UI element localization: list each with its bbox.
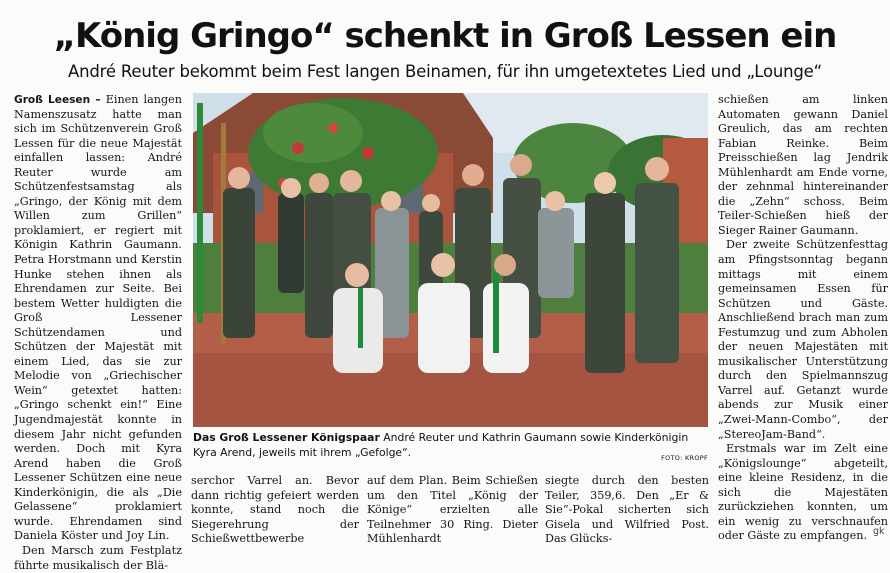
caption-bold: Das Groß Lessener Königspaar (193, 431, 380, 444)
author-initials: gk (873, 526, 885, 537)
paragraph-text: Einen langen Namenszusatz hatte man sich im Schützenverein Groß Lessen für die neue Majestät einfallen lassen: André Reuter wurde am Schützenfestsamstag als „Gringo, der König mit dem Willen zum Grillen“ proklamiert, er regiert mit Königin Kathrin Gaumann. Petra Horstmann und Kerstin Hunke stehen ihnen als Ehrendamen zur Seite. Bei bestem Wetter huldigten die Groß Lessener Schützendamen und Schützen der Majestät mit einem Lied, das sie zur Melodie von „Griechischer Wein“ getextet hatten: „Gringo schenkt ein!“ Eine Jugendmajestät konnte in diesem Jahr nicht gefunden werden. Doch mit Kyra Arend haben die Groß Lessener Schützen eine neue Kinderkönigin, die als „Die Gelassene“ proklamiert wurde. Ehrendamen sind Daniela Köster und Joy Lin. (14, 93, 182, 543)
paragraph: Erstmals war im Zelt eine „Königslounge“ abgeteilt, eine kleine Residenz, in die sich die Majestäten zurückziehen konnten, um ein wenig zu verschnaufen oder Gäste zu empfangen. (718, 442, 888, 543)
paragraph: Den Marsch zum Festplatz führte musikalisch der Blä- (14, 543, 182, 572)
group-photo (193, 93, 708, 427)
text-column-1 (14, 93, 182, 573)
paragraph: siegte durch den besten Teiler, 359,6. Den „Er & Sie“-Pokal sicherten sich Gisela und Wilfried Post. Das Glücks- (545, 474, 709, 546)
subheadline: André Reuter bekommt beim Fest langen Beinamen, für ihn umgetextetes Lied und „Lounge“ (68, 62, 822, 81)
dateline: Groß Leesen – (14, 94, 101, 106)
caption-text: André Reuter und Kathrin Gaumann sowie Kinderkönigin Kyra Arend, jeweils mit ihrem „Gefolge“. (193, 431, 689, 459)
headline: „König Gringo“ schenkt in Groß Lessen ein (53, 16, 837, 56)
paragraph: schießen am linken Automaten gewann Daniel Greulich, das am rechten Fabian Reinke. Beim Preisschießen lag Jendrik Mühlenhardt am Ende vorne, der zehnmal hintereinander die „Zehn“ schoss. Beim Teiler-Schießen hieß der Sieger Rainer Gaumann. (718, 93, 888, 237)
paragraph: Der zweite Schützenfesttag am Pfingstsonntag begann mittags mit einem gemeinsamen Essen für Schützen und Gäste. Anschließend brach man zum Festumzug und zum Abholen der neuen Majestäten mit musikalischer Unterstützung durch den Spielmannszug Varrel auf. Getanzt wurde abends zur Musik einer „Zwei-Mann-Combo“, der „StereoJam-Band“. (718, 238, 888, 441)
paragraph (14, 93, 182, 544)
paragraph: serchor Varrel an. Bevor dann richtig gefeiert werden konnte, stand noch die Siegerehrung der Schießwettbewerbe (191, 474, 359, 546)
photo-credit: FOTO: KROPF (661, 454, 708, 462)
text-column-4 (545, 474, 709, 547)
paragraph: auf dem Plan. Beim Schießen um den Titel „König der Könige“ erzielten alle Teilnehmer 30 Ring. Dieter Mühlenhardt (367, 474, 538, 546)
photo-caption (193, 431, 708, 460)
text-column-3 (367, 474, 538, 547)
text-column-5 (718, 93, 888, 544)
text-column-2 (191, 474, 359, 547)
